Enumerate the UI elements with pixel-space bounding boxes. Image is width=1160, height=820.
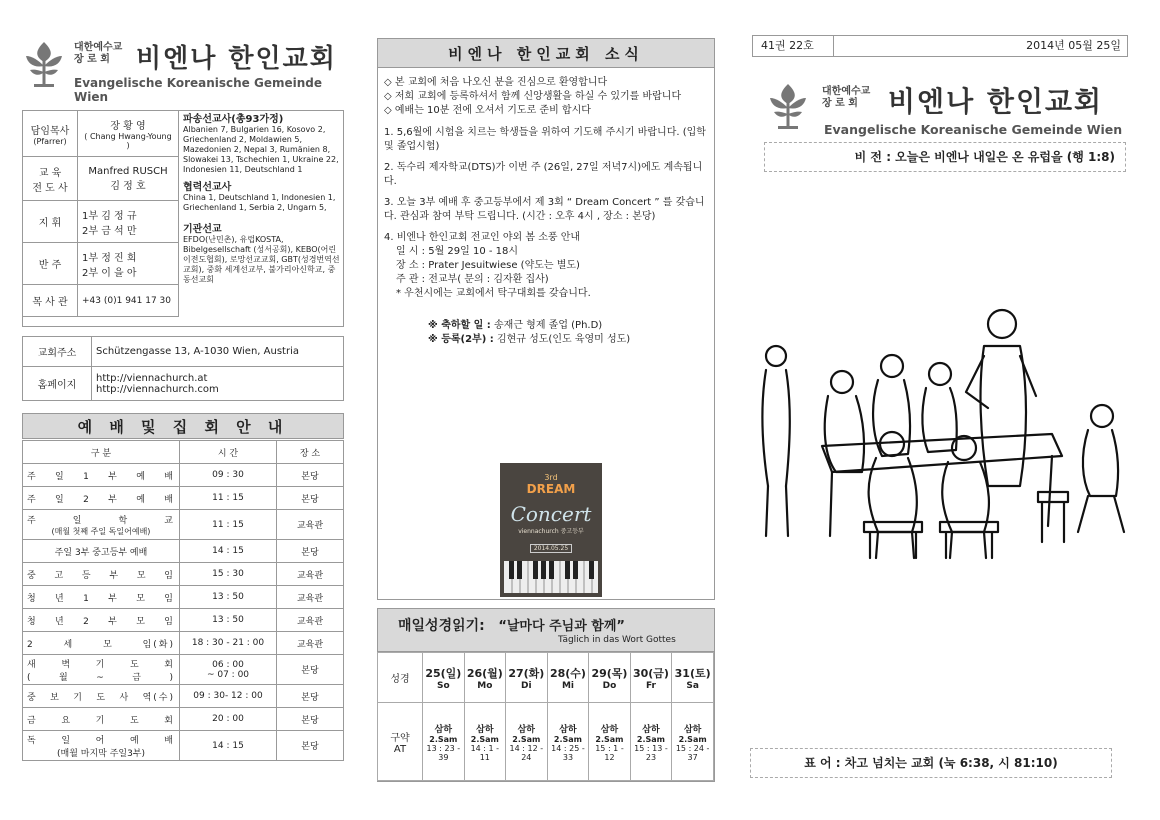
- schedule-name: 독 일 어 예 배: [27, 735, 175, 746]
- welcome-line: ◇ 저희 교회에 등록하셔서 함께 신앙생활을 하실 수 있기를 바랍니다: [384, 91, 682, 102]
- day-ko: 27(화): [508, 666, 545, 680]
- schedule-time: 06 : 00: [212, 659, 244, 670]
- reading-day: [505, 653, 547, 703]
- reading-subtitle-de: Täglich in das Wort Gottes: [558, 635, 676, 645]
- day-de: Do: [602, 680, 617, 691]
- staff-row: [23, 285, 179, 317]
- schedule-name: 주 일 학 교: [27, 515, 175, 526]
- schedule-name: 새 벽 기 도 회: [27, 659, 175, 670]
- fellowship-illustration: [752, 296, 1138, 564]
- schedule-row: [23, 632, 344, 655]
- schedule-place: 본당: [277, 487, 344, 510]
- poster-text: 3rd: [544, 473, 558, 482]
- staff-role: 담임목사: [30, 125, 70, 137]
- staff-name-sub: 2부 금 석 만: [82, 225, 137, 237]
- issue-divider: [833, 36, 834, 56]
- schedule-row: [23, 685, 344, 708]
- mission-body: EFDO(난민촌), 유럽KOSTA, Bibelgesellschaft (성서공회), KEBO(어린이전도협회), 로망선교교회, GBT(성경번역선교회), 중화 세계선교부, 불가리아신학교, 중동선교회: [183, 235, 340, 284]
- picnic-details: [384, 245, 708, 301]
- schedule-time: 14 : 15: [180, 540, 277, 563]
- day-ko: 28(수): [549, 666, 586, 680]
- book-ko: 삼하: [434, 724, 453, 735]
- reading-day: [423, 653, 465, 703]
- staff-name-sub: 2부 이 을 아: [82, 267, 137, 279]
- staff-table: [22, 110, 179, 317]
- register-label: ※ 등록(2부) :: [428, 334, 494, 345]
- reading-ref: [423, 703, 465, 781]
- staff-role: 목 사 관: [23, 285, 78, 317]
- schedule-place: 교육관: [277, 609, 344, 632]
- schedule-time-end: ~ 07 : 00: [206, 669, 250, 680]
- reading-row-label: 구약: [390, 732, 410, 744]
- schedule-header: 시 간: [180, 441, 277, 464]
- schedule-name: 금 요 기 도 회: [23, 708, 180, 731]
- staff-row: [23, 201, 179, 243]
- schedule-time: 11 : 15: [180, 487, 277, 510]
- book-ko: 삼하: [517, 724, 535, 735]
- schedule-row: [23, 655, 344, 685]
- reading-day: [630, 653, 672, 703]
- church-logo-icon: [766, 82, 810, 130]
- volume-number: 41권 22호: [761, 39, 814, 52]
- staff-name: 1부 김 정 규: [82, 210, 137, 222]
- day-de: Sa: [686, 680, 699, 691]
- church-name-de: Evangelische Koreanische Gemeinde Wien: [74, 76, 323, 104]
- book-ref: 15 : 24 - 37: [675, 743, 710, 762]
- book-ko: 삼하: [642, 724, 660, 735]
- schedule-row: [23, 540, 344, 563]
- schedule-name: 주 일 2 부 예 배: [23, 487, 180, 510]
- news-title: 비엔나 한인교회 소식: [377, 38, 715, 68]
- news-item: 1. 5,6월에 시험을 치르는 학생들을 위하여 기도해 주시기 바랍니다. (입학 및 졸업시험): [384, 127, 706, 152]
- day-de: Mi: [561, 680, 574, 691]
- schedule-title: 예 배 및 집 회 안 내: [22, 413, 344, 439]
- picnic-line: 주 관 : 전교부( 문의 : 김자환 집사): [396, 274, 549, 285]
- welcome-line: ◇ 예배는 10분 전에 오셔서 기도로 준비 합시다: [384, 105, 591, 116]
- schedule-name-note: (매월 마지막 주일3부): [56, 748, 146, 759]
- reading-subtitle: “날마다 주님과 함께”: [498, 619, 625, 634]
- schedule-place: 교육관: [277, 563, 344, 586]
- book-abbr: 2.Sam: [678, 734, 707, 744]
- day-de: Fr: [645, 680, 656, 691]
- schedule-time: 13 : 50: [180, 609, 277, 632]
- day-de: So: [436, 680, 450, 691]
- staff-name: 1부 정 진 희: [82, 252, 137, 264]
- schedule-place: 교육관: [277, 586, 344, 609]
- schedule-row: [23, 609, 344, 632]
- church-name-ko: 비엔나 한인교회: [888, 85, 1104, 118]
- reading-ref: [547, 703, 589, 781]
- reading-ref: [672, 703, 714, 781]
- book-ko: 삼하: [600, 724, 619, 735]
- poster-text: 2014.05.25: [530, 544, 572, 553]
- schedule-name-note: (매월 첫째 주일 독일어예배): [51, 526, 151, 536]
- picnic-line: 장 소 : Prater Jesuitwiese (약도는 별도): [396, 260, 580, 271]
- contact-table: [22, 336, 344, 401]
- reading-header: [377, 608, 715, 652]
- staff-name-sub: 김 정 호: [110, 180, 146, 192]
- concert-poster: [500, 463, 602, 597]
- motto-statement: 표 어 : 차고 넘치는 교회 (눅 6:38, 시 81:10): [750, 748, 1112, 778]
- staff-row: [23, 243, 179, 285]
- schedule-row: [23, 586, 344, 609]
- schedule-name-note: ( 월 ~ 금 ): [27, 672, 175, 683]
- book-ref: 15 : 1 - 12: [595, 743, 624, 762]
- book-abbr: 2.Sam: [553, 734, 583, 744]
- staff-row: [23, 111, 179, 157]
- mission-body: Albanien 7, Bulgarien 16, Kosovo 2, Griechenland 2, Moldawien 5, Mazedonien 2, Nepal 3, Rumänien 8, Slowakei 13, Tschechien 1, Ukraine 22, Indonesien 11, Deutschland 1: [183, 125, 339, 174]
- schedule-time: 18 : 30 - 21 : 00: [180, 632, 277, 655]
- schedule-time: 14 : 15: [180, 731, 277, 761]
- denomination-top: 대한예수교: [74, 42, 123, 53]
- schedule-row: [23, 487, 344, 510]
- staff-role: 지 휘: [23, 201, 78, 243]
- news-box: [377, 38, 715, 600]
- reading-table: [377, 652, 714, 781]
- day-de: Di: [521, 680, 532, 691]
- reading-day: [672, 653, 714, 703]
- news-item: 2. 독수리 제자학교(DTS)가 이번 주 (26일, 27일 저녁7시)에도 계속됩니다.: [384, 162, 703, 187]
- reading-refs-row: [378, 703, 714, 781]
- staff-name: Manfred RUSCH: [88, 165, 168, 177]
- poster-text: Concert: [510, 502, 592, 526]
- book-abbr: 2.Sam: [512, 734, 541, 744]
- mission-title: 협력선교사: [183, 182, 232, 193]
- homepage-label: 홈페이지: [23, 367, 92, 401]
- news-body: [378, 68, 714, 347]
- book-abbr: 2.Sam: [470, 734, 499, 744]
- left-logo-block: [22, 38, 342, 104]
- news-item: 4. 비엔나 한인교회 전교인 야외 봄 소풍 안내: [384, 232, 581, 243]
- reading-row-label: 성경: [378, 653, 423, 703]
- reading-title: 매일성경읽기:: [398, 618, 485, 634]
- schedule-row: [23, 731, 344, 761]
- address-value: Schützengasse 13, A-1030 Wien, Austria: [92, 337, 344, 367]
- issue-date: 2014년 05월 25일: [1026, 39, 1121, 52]
- book-ref: 14 : 1 - 11: [470, 743, 500, 762]
- schedule-row: [23, 563, 344, 586]
- staff-mission-box: [22, 110, 344, 327]
- mission-title: 파송선교사(총93가정): [183, 114, 284, 125]
- book-abbr: 2.Sam: [595, 734, 624, 744]
- church-logo-icon: [22, 40, 66, 88]
- church-name-ko: 비엔나 한인교회: [136, 44, 337, 74]
- book-ref: 14 : 25 - 33: [551, 743, 585, 762]
- schedule-time: 11 : 15: [180, 510, 277, 540]
- picnic-line: * 우천시에는 교회에서 탁구대회를 갖습니다.: [396, 288, 591, 299]
- book-abbr: 2.Sam: [636, 734, 665, 744]
- announcements: [384, 319, 708, 347]
- homepage-link[interactable]: http://viennachurch.at: [96, 372, 208, 384]
- book-ko: 삼하: [476, 724, 494, 735]
- schedule-name: 중 보 기 도 사 역(수): [23, 685, 180, 708]
- reading-row-sub: AT: [393, 743, 407, 755]
- schedule-place: 본당: [277, 685, 344, 708]
- schedule-name: 주 일 1 부 예 배: [23, 464, 180, 487]
- congrats-label: ※ 축하할 일 :: [428, 320, 491, 331]
- congrats-text: 송재근 형제 졸업 (Ph.D): [494, 320, 603, 331]
- day-ko: 29(목): [591, 666, 628, 680]
- church-name-de: Evangelische Koreanische Gemeinde Wien: [824, 122, 1123, 137]
- book-ko: 삼하: [559, 724, 577, 735]
- staff-name: 장 황 영: [110, 121, 146, 132]
- book-ref: 13 : 23 - 39: [426, 743, 461, 762]
- schedule-header: 구 분: [23, 441, 180, 464]
- register-text: 김현규 성도(인도 육영미 성도): [496, 334, 631, 345]
- day-de: Mo: [477, 680, 493, 691]
- issue-bar: [752, 35, 1128, 57]
- schedule-time: 15 : 30: [180, 563, 277, 586]
- schedule-name: 주일 3부 중고등부 예배: [23, 540, 180, 563]
- denomination-top: 대한예수교: [822, 86, 871, 97]
- schedule-time: 13 : 50: [180, 586, 277, 609]
- schedule-row: [23, 708, 344, 731]
- news-item: 3. 오늘 3부 예배 후 중고등부에서 제 3회 “ Dream Concert ” 를 갖습니다. 관심과 참여 부탁 드립니다. (시간 : 오후 4시 , 장소 : 본당): [384, 197, 705, 222]
- welcome-line: ◇ 본 교회에 처음 나오신 분을 진심으로 환영합니다: [384, 77, 608, 88]
- staff-role-sub: (Pfarrer): [33, 136, 67, 146]
- reading-day: [589, 653, 630, 703]
- schedule-time: 20 : 00: [180, 708, 277, 731]
- staff-role: 반 주: [23, 243, 78, 285]
- missions-list: [183, 115, 341, 285]
- schedule-row: [23, 464, 344, 487]
- schedule-place: 본당: [277, 731, 344, 761]
- reading-ref: [505, 703, 547, 781]
- staff-name-sub: ( Chang Hwang-Young ): [84, 132, 172, 150]
- staff-row: [23, 157, 179, 201]
- address-label: 교회주소: [23, 337, 92, 367]
- mission-title: 기관선교: [183, 224, 222, 235]
- vision-statement: 비 전 : 오늘은 비엔나 내일은 온 유럽을 (행 1:8): [764, 142, 1126, 172]
- reading-day: [547, 653, 589, 703]
- schedule-header: 장 소: [277, 441, 344, 464]
- book-ko: 삼하: [683, 724, 702, 735]
- book-ref: 14 : 12 - 24: [509, 743, 544, 762]
- schedule-time: 09 : 30: [180, 464, 277, 487]
- picnic-line: 일 시 : 5월 29일 10 - 18시: [396, 246, 519, 257]
- book-ref: 15 : 13 - 23: [634, 743, 668, 762]
- schedule-row: [23, 510, 344, 540]
- day-ko: 26(월): [466, 666, 503, 680]
- denomination-bottom: 장 로 회: [822, 98, 858, 109]
- reading-ref: [589, 703, 630, 781]
- schedule-table: [22, 440, 344, 761]
- schedule-place: 교육관: [277, 510, 344, 540]
- reading-ref: [464, 703, 505, 781]
- day-ko: 25(일): [425, 666, 462, 680]
- schedule-place: 본당: [277, 540, 344, 563]
- poster-text: DREAM: [526, 482, 576, 496]
- reading-ref: [630, 703, 672, 781]
- schedule-place: 본당: [277, 464, 344, 487]
- piano-keys-icon: [504, 561, 598, 593]
- day-ko: 31(토): [674, 666, 711, 680]
- staff-phone: +43 (0)1 941 17 30: [78, 285, 179, 317]
- schedule-name: 2 세 모 임(화): [23, 632, 180, 655]
- bible-reading-box: [377, 608, 715, 782]
- cover-logo-block: [766, 80, 1126, 140]
- staff-role: 교 육 전 도 사: [23, 157, 78, 201]
- schedule-place: 교육관: [277, 632, 344, 655]
- homepage-link[interactable]: http://viennachurch.com: [96, 383, 219, 395]
- reading-days-row: [378, 653, 714, 703]
- book-abbr: 2.Sam: [429, 734, 458, 744]
- schedule-name: 청 년 2 부 모 임: [23, 609, 180, 632]
- day-ko: 30(금): [632, 666, 669, 680]
- reading-day: [464, 653, 505, 703]
- denomination-bottom: 장 로 회: [74, 54, 110, 65]
- schedule-time: 09 : 30- 12 : 00: [180, 685, 277, 708]
- poster-text: viennachurch 중고등부: [518, 528, 584, 535]
- schedule-place: 본당: [277, 708, 344, 731]
- schedule-place: 본당: [277, 655, 344, 685]
- schedule-name: 중 고 등 부 모 임: [23, 563, 180, 586]
- mission-body: China 1, Deutschland 1, Indonesien 1, Griechenland 1, Serbia 2, Ungarn 5,: [183, 193, 336, 212]
- schedule-name: 청 년 1 부 모 임: [23, 586, 180, 609]
